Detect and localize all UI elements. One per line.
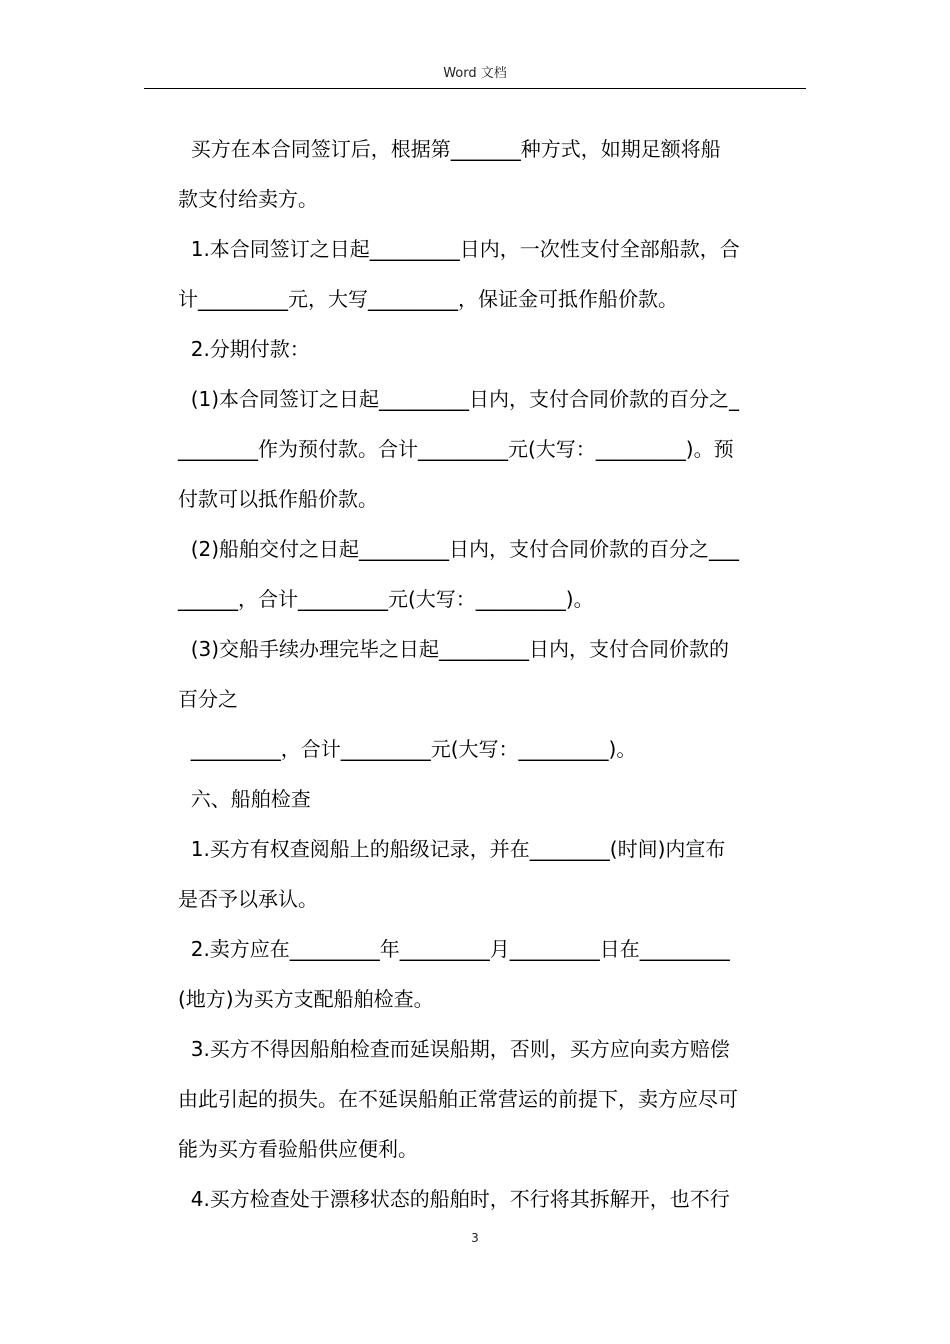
page-number: 3 [471,1231,479,1245]
text-line: 1.买方有权查阅船上的船级记录，并在________(时间)内宣布 [178,837,726,861]
text-line: 1.本合同签订之日起_________日内，一次性支付全部船款，合 [178,237,740,261]
text-line: 付款可以抵作船价款。 [178,487,378,511]
section-heading: 六、船舶检查 [178,787,311,811]
text-line: ______，合计_________元(大写：_________)。 [178,587,594,611]
text-line: 3.买方不得因船舶检查而延误船期，否则，买方应向卖方赔偿 [178,1037,730,1061]
text-line: 2.分期付款： [178,337,310,361]
header-title: Word 文档 [443,66,507,81]
text-line: (地方)为买方支配船舶检查。 [178,987,434,1011]
text-line: 能为买方看验船供应便利。 [178,1137,418,1161]
text-line: (3)交船手续办理完毕之日起_________日内，支付合同价款的 [178,637,730,661]
text-line: (2)船舶交付之日起_________日内，支付合同价款的百分之___ [178,537,740,561]
text-line: 是否予以承认。 [178,887,318,911]
text-line: 4.买方检查处于漂移状态的船舶时，不行将其拆解开，也不行 [178,1187,730,1211]
text-line: 2.卖方应在_________年_________月_________日在_________ [178,937,730,961]
text-line: ________作为预付款。合计_________元(大写：_________)。预 [178,437,734,461]
header-rule [144,88,806,89]
text-line: 由此引起的损失。在不延误船舶正常营运的前提下，卖方应尽可 [178,1087,738,1111]
text-line: 计_________元，大写_________，保证金可抵作船价款。 [178,287,678,311]
text-line: (1)本合同签订之日起_________日内，支付合同价款的百分之_ [178,387,740,411]
page-footer [0,1230,950,1246]
text-line: 买方在本合同签订后，根据第_______种方式，如期足额将船 [178,137,721,161]
page-header [0,66,950,82]
text-line: _________，合计_________元(大写：_________)。 [178,737,637,761]
document-body [178,124,808,1224]
text-line: 款支付给卖方。 [178,187,318,211]
text-line: 百分之 [178,687,238,711]
